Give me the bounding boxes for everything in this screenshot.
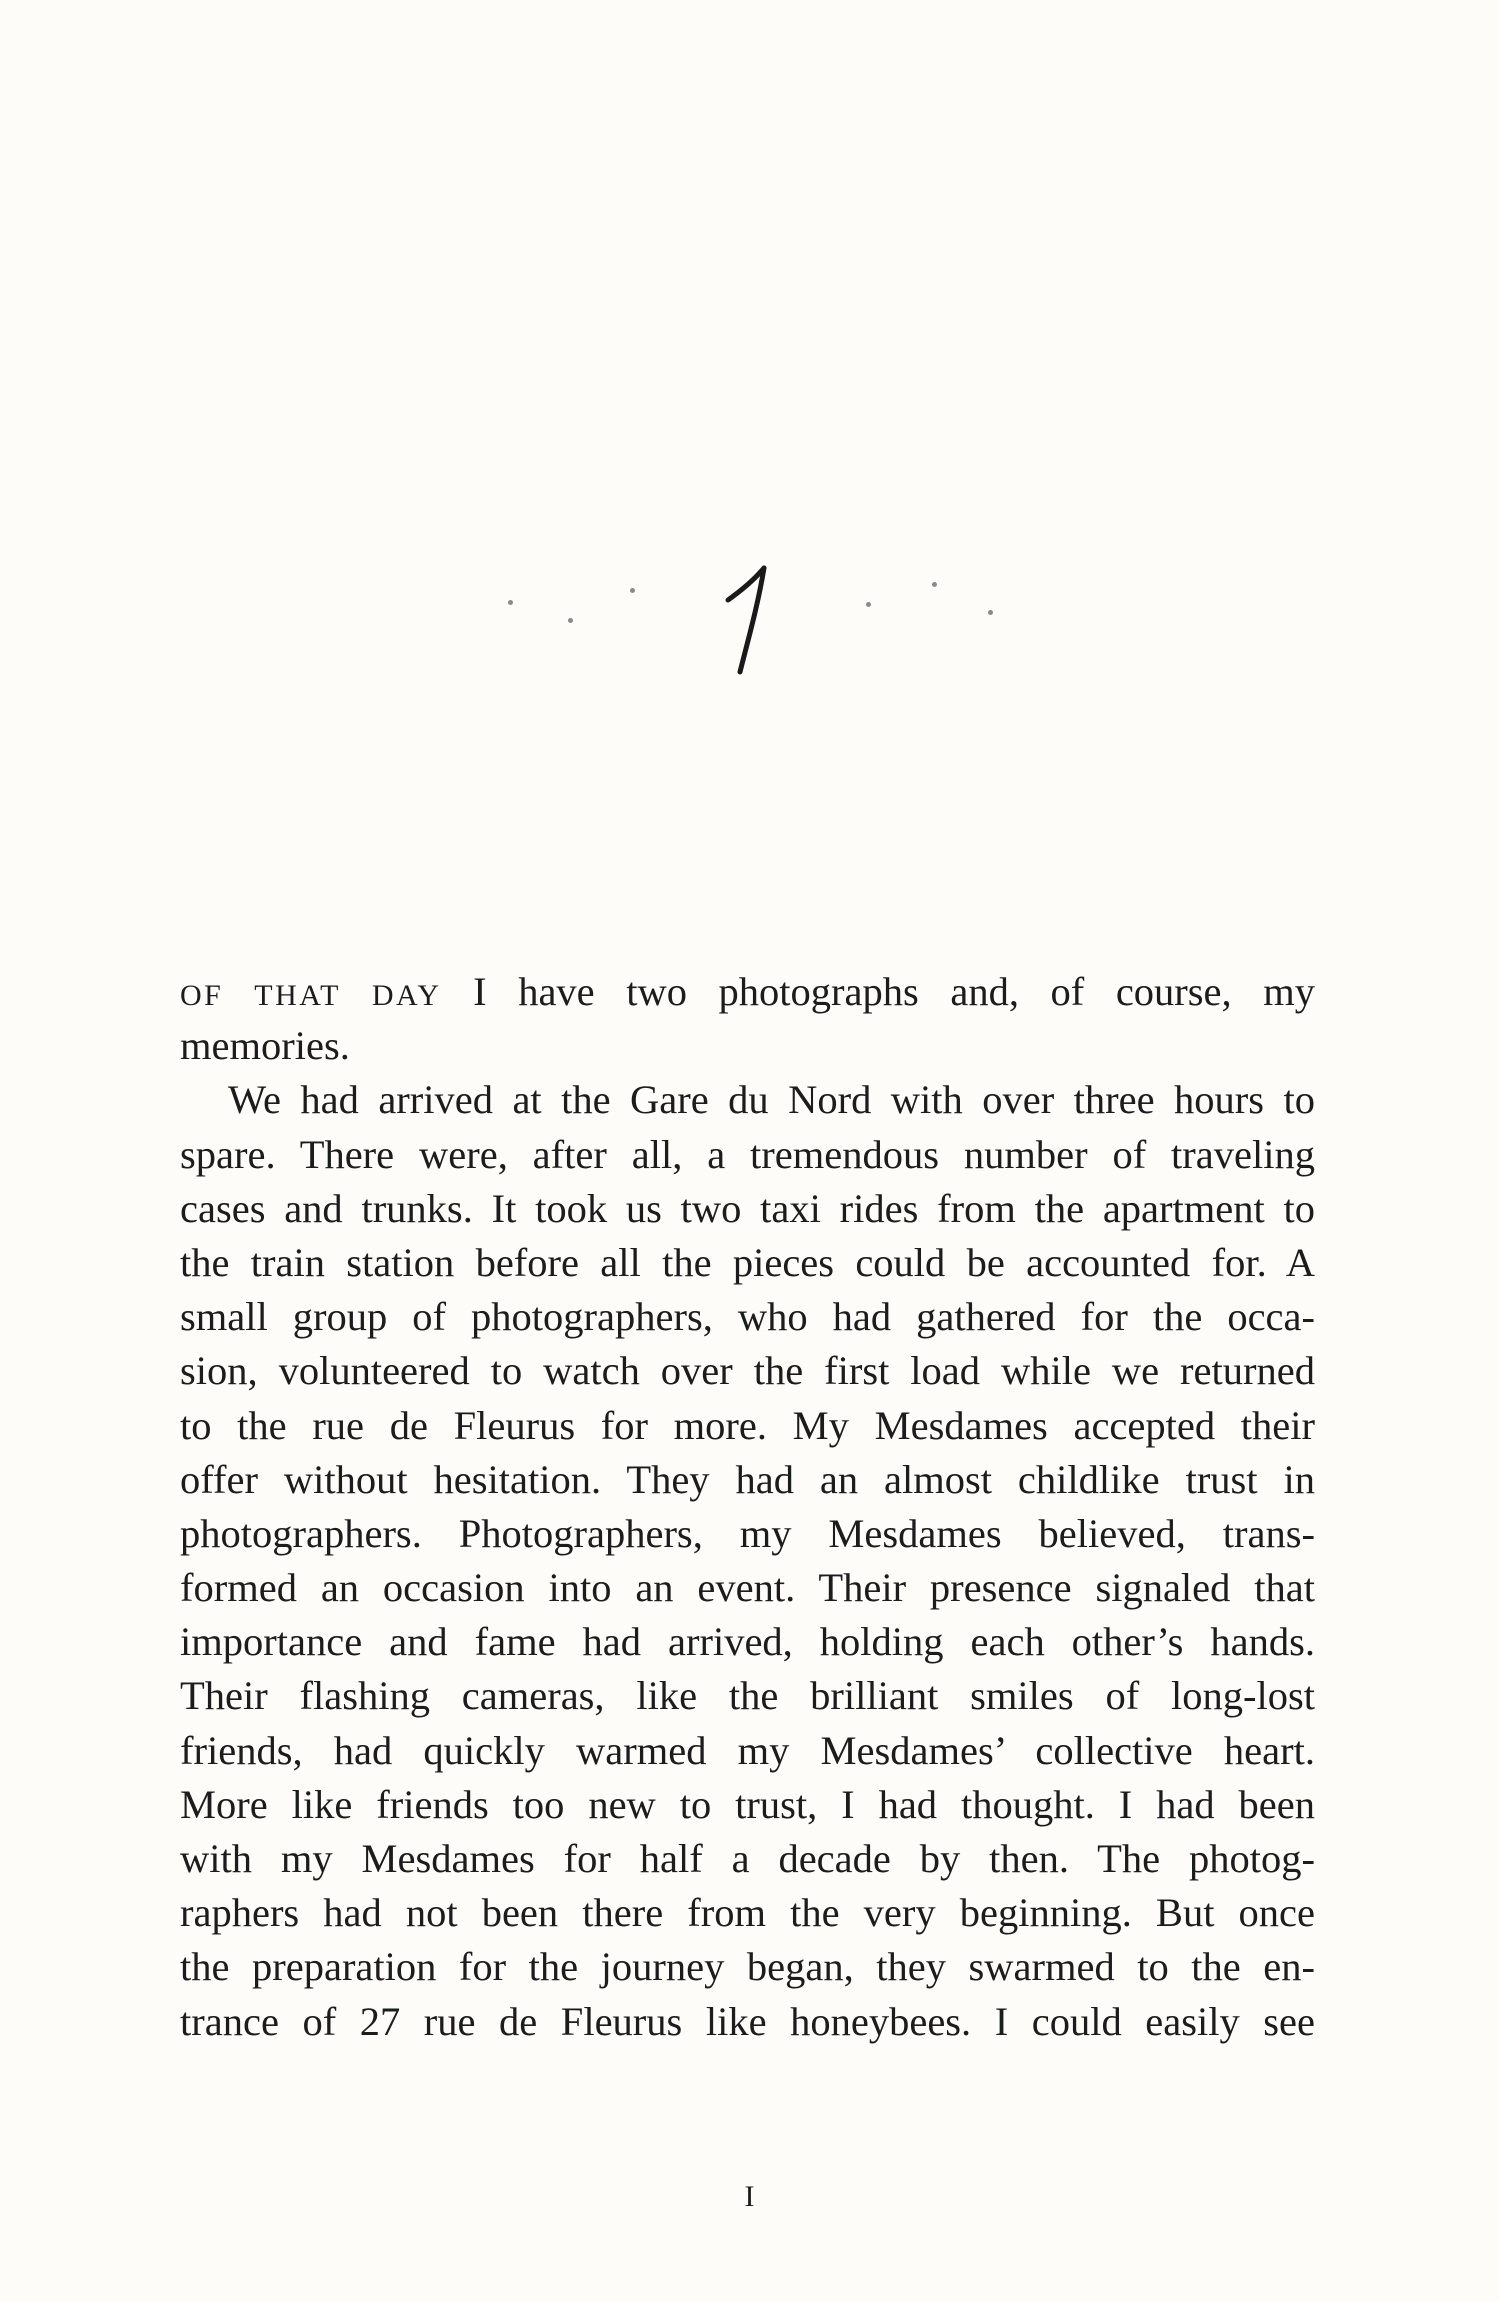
text-line: sion, volunteered to watch over the first load while we returned	[180, 1348, 1315, 1394]
text-line: photographers. Photographers, my Mesdames believed, trans-	[180, 1510, 1315, 1556]
ornament-dot	[630, 588, 635, 593]
opening-line-text: I have two photographs and, of course, my	[441, 969, 1315, 1014]
text-line: spare. There were, after all, a tremendous number of traveling	[180, 1131, 1315, 1177]
text-line: the train station before all the pieces could be accounted for. A	[180, 1239, 1315, 1285]
text-line: cases and trunks. It took us two taxi rides from the apartment to	[180, 1185, 1315, 1231]
chapter-body-text	[180, 965, 1315, 2049]
text-line: the preparation for the journey began, they swarmed to the en-	[180, 1944, 1315, 1990]
ornament-dot	[988, 610, 993, 615]
ornament-dot	[932, 582, 937, 587]
text-line: We had arrived at the Gare du Nord with over three hours to	[228, 1077, 1315, 1123]
text-line: formed an occasion into an event. Their presence signaled that	[180, 1565, 1315, 1611]
chapter-numeral	[720, 560, 780, 680]
text-line: to the rue de Fleurus for more. My Mesdames accepted their	[180, 1402, 1315, 1448]
ornament-dot	[866, 602, 871, 607]
text-line: trance of 27 rue de Fleurus like honeybees. I could easily see	[180, 1998, 1315, 2044]
text-line: More like friends too new to trust, I had thought. I had been	[180, 1781, 1315, 1827]
text-line	[180, 965, 1315, 1019]
opening-small-caps: OF THAT DAY	[180, 979, 442, 1012]
text-line: with my Mesdames for half a decade by then. The photog-	[180, 1836, 1315, 1881]
ornament-dot	[508, 600, 513, 605]
text-line: importance and fame had arrived, holding each other’s hands.	[180, 1619, 1315, 1665]
page-number: I	[744, 2180, 756, 2213]
text-line: raphers had not been there from the very beginning. But once	[180, 1890, 1315, 1936]
text-line: offer without hesitation. They had an almost childlike trust in	[180, 1456, 1315, 1502]
text-line: small group of photographers, who had gathered for the occa-	[180, 1294, 1315, 1340]
chapter-mark	[470, 560, 1030, 680]
ornament-dot	[568, 618, 573, 623]
text-line: friends, had quickly warmed my Mesdames’ collective heart.	[180, 1727, 1315, 1773]
text-line: Their flashing cameras, like the brilliant smiles of long-lost	[180, 1673, 1315, 1719]
text-line: memories.	[180, 1023, 350, 1069]
